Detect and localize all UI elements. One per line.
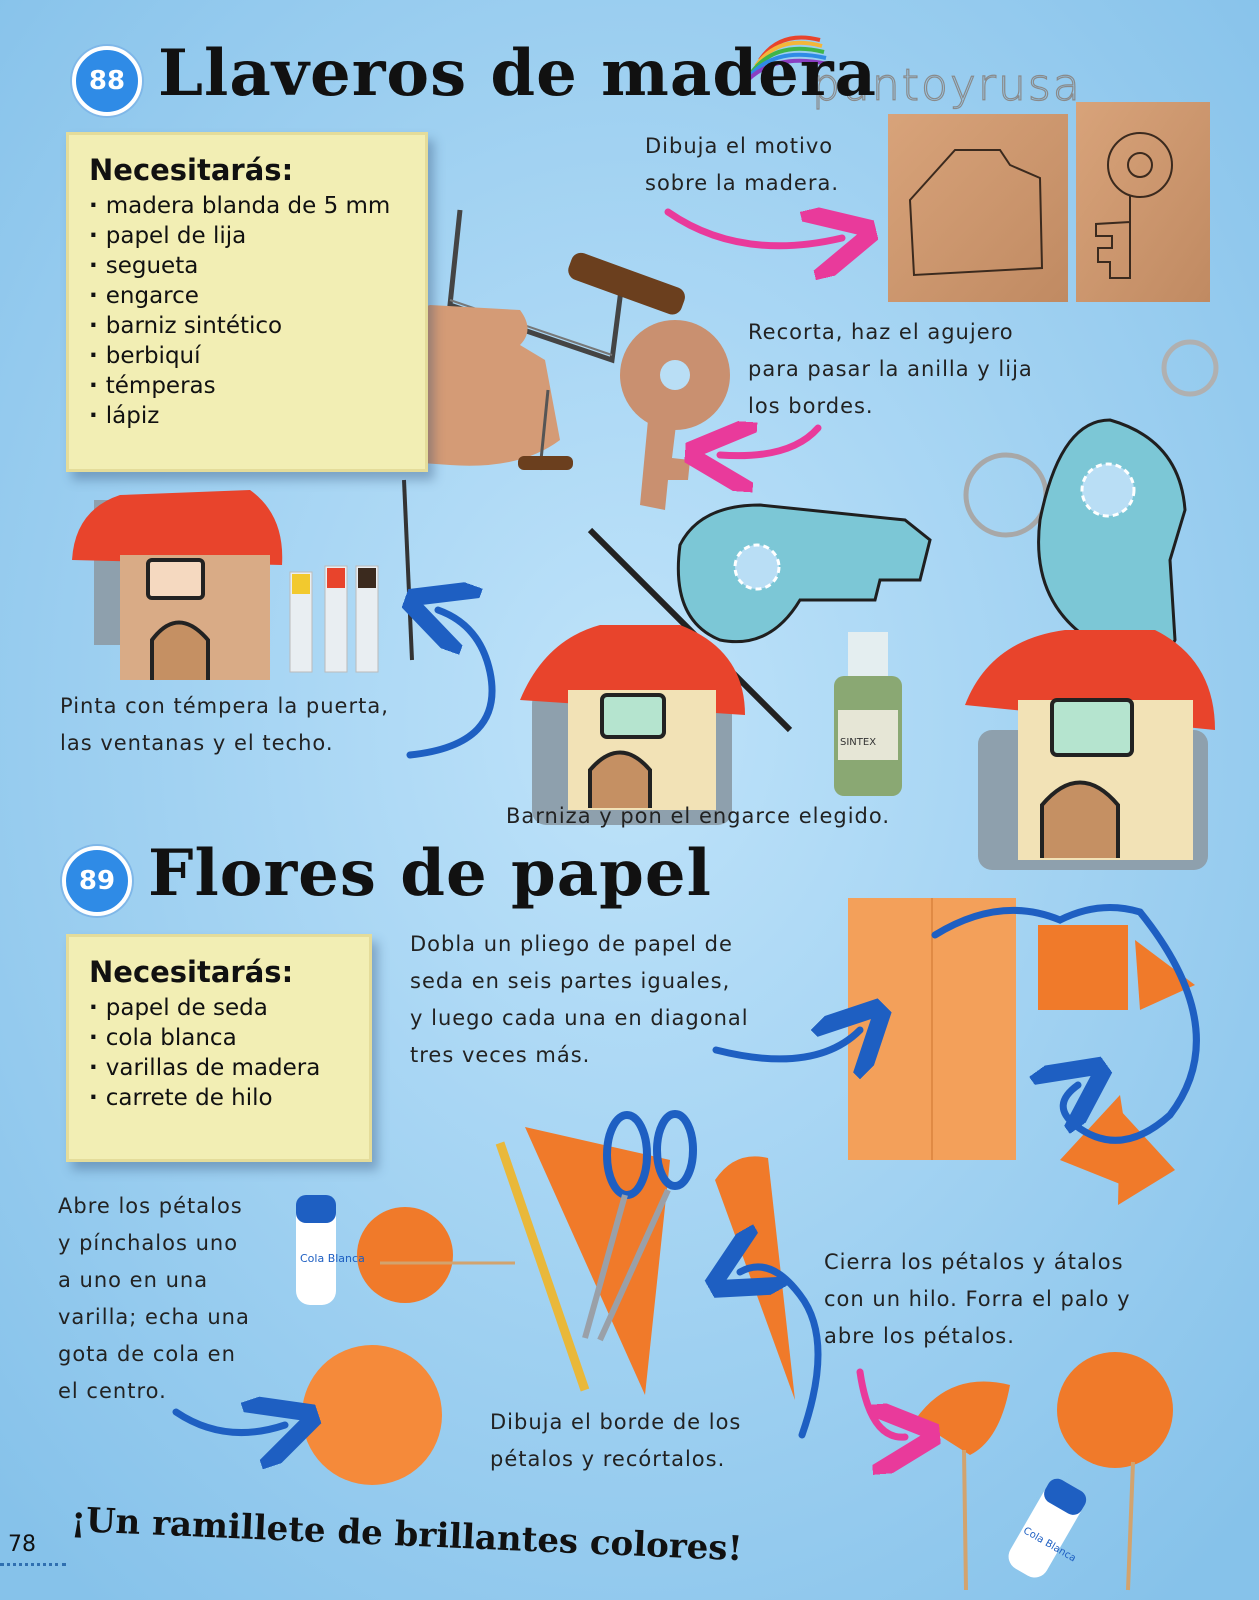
step-open-text: [58, 1188, 250, 1410]
step-line: y luego cada una en diagonal: [410, 1006, 749, 1030]
page-number-dots: [0, 1563, 66, 1566]
step-drawcut-text: [490, 1404, 741, 1478]
step-line: varilla; echa una: [58, 1305, 250, 1329]
material-item: · lápiz: [89, 401, 405, 431]
step-line: los bordes.: [748, 394, 874, 418]
step-line: y pínchalos uno: [58, 1231, 239, 1255]
logo: puntoyrusa: [812, 60, 1082, 111]
material-item: · carrete de hilo: [89, 1083, 349, 1113]
step-varnish-text: [506, 798, 890, 835]
step-close-text: [824, 1244, 1131, 1355]
materials-panel-88: [66, 132, 428, 472]
materials-panel-89: [66, 934, 372, 1162]
step-line: abre los pétalos.: [824, 1324, 1015, 1348]
step-line: el centro.: [58, 1379, 167, 1403]
material-item: · témperas: [89, 371, 405, 401]
material-item: · cola blanca: [89, 1023, 349, 1053]
step-line: gota de cola en: [58, 1342, 236, 1366]
step-line: Dibuja el motivo: [645, 134, 834, 158]
material-item: · varillas de madera: [89, 1053, 349, 1083]
section-88-title: Llaveros de madera: [158, 36, 877, 111]
step-line: seda en seis partes iguales,: [410, 969, 731, 993]
materials-list: [89, 993, 349, 1113]
material-item: · segueta: [89, 251, 405, 281]
material-item: · papel de lija: [89, 221, 405, 251]
paint-tubes: [290, 566, 378, 672]
step-line: Recorta, haz el agujero: [748, 320, 1014, 344]
material-item: · barniz sintético: [89, 311, 405, 341]
step-line: sobre la madera.: [645, 171, 840, 195]
step-line: para pasar la anilla y lija: [748, 357, 1033, 381]
materials-heading: Necesitarás:: [89, 955, 294, 989]
step-line: tres veces más.: [410, 1043, 591, 1067]
step-line: Barniza y pon el engarce elegido.: [506, 804, 891, 828]
wood-panels: [888, 102, 1210, 302]
step-line: Dibuja el borde de los: [490, 1410, 742, 1434]
step-line: Abre los pétalos: [58, 1194, 243, 1218]
materials-heading: Necesitarás:: [89, 153, 294, 187]
materials-list: [89, 191, 405, 431]
glue-label-2: Cola Blanca: [1021, 1525, 1078, 1565]
step-cut-text: [748, 314, 1033, 425]
footer-slogan: ¡Un ramillete de brillantes colores!: [70, 1500, 744, 1570]
step-line: Dobla un pliego de papel de: [410, 932, 733, 956]
glue-label-1: Cola Blanca: [300, 1252, 365, 1265]
painted-house-center: [520, 625, 745, 825]
step-line: las ventanas y el techo.: [60, 731, 334, 755]
material-item: · engarce: [89, 281, 405, 311]
material-item: · papel de seda: [89, 993, 349, 1023]
step-line: a uno en una: [58, 1268, 209, 1292]
section-89-title: Flores de papel: [148, 836, 712, 911]
varnish-label: SINTEX: [840, 737, 877, 748]
section-89-badge: 89: [62, 846, 132, 916]
step-fold-text: [410, 926, 749, 1074]
material-item: · berbiquí: [89, 341, 405, 371]
step-line: con un hilo. Forra el palo y: [824, 1287, 1131, 1311]
step-line: Cierra los pétalos y átalos: [824, 1250, 1124, 1274]
step-line: Pinta con témpera la puerta,: [60, 694, 389, 718]
step-line: pétalos y recórtalos.: [490, 1447, 726, 1471]
step-paint-text: [60, 688, 389, 762]
painted-house-right: [965, 630, 1215, 870]
material-item: · madera blanda de 5 mm: [89, 191, 405, 221]
section-88-badge: 88: [72, 46, 142, 116]
step-draw-text: [645, 128, 839, 202]
page-number: 78: [8, 1532, 36, 1557]
